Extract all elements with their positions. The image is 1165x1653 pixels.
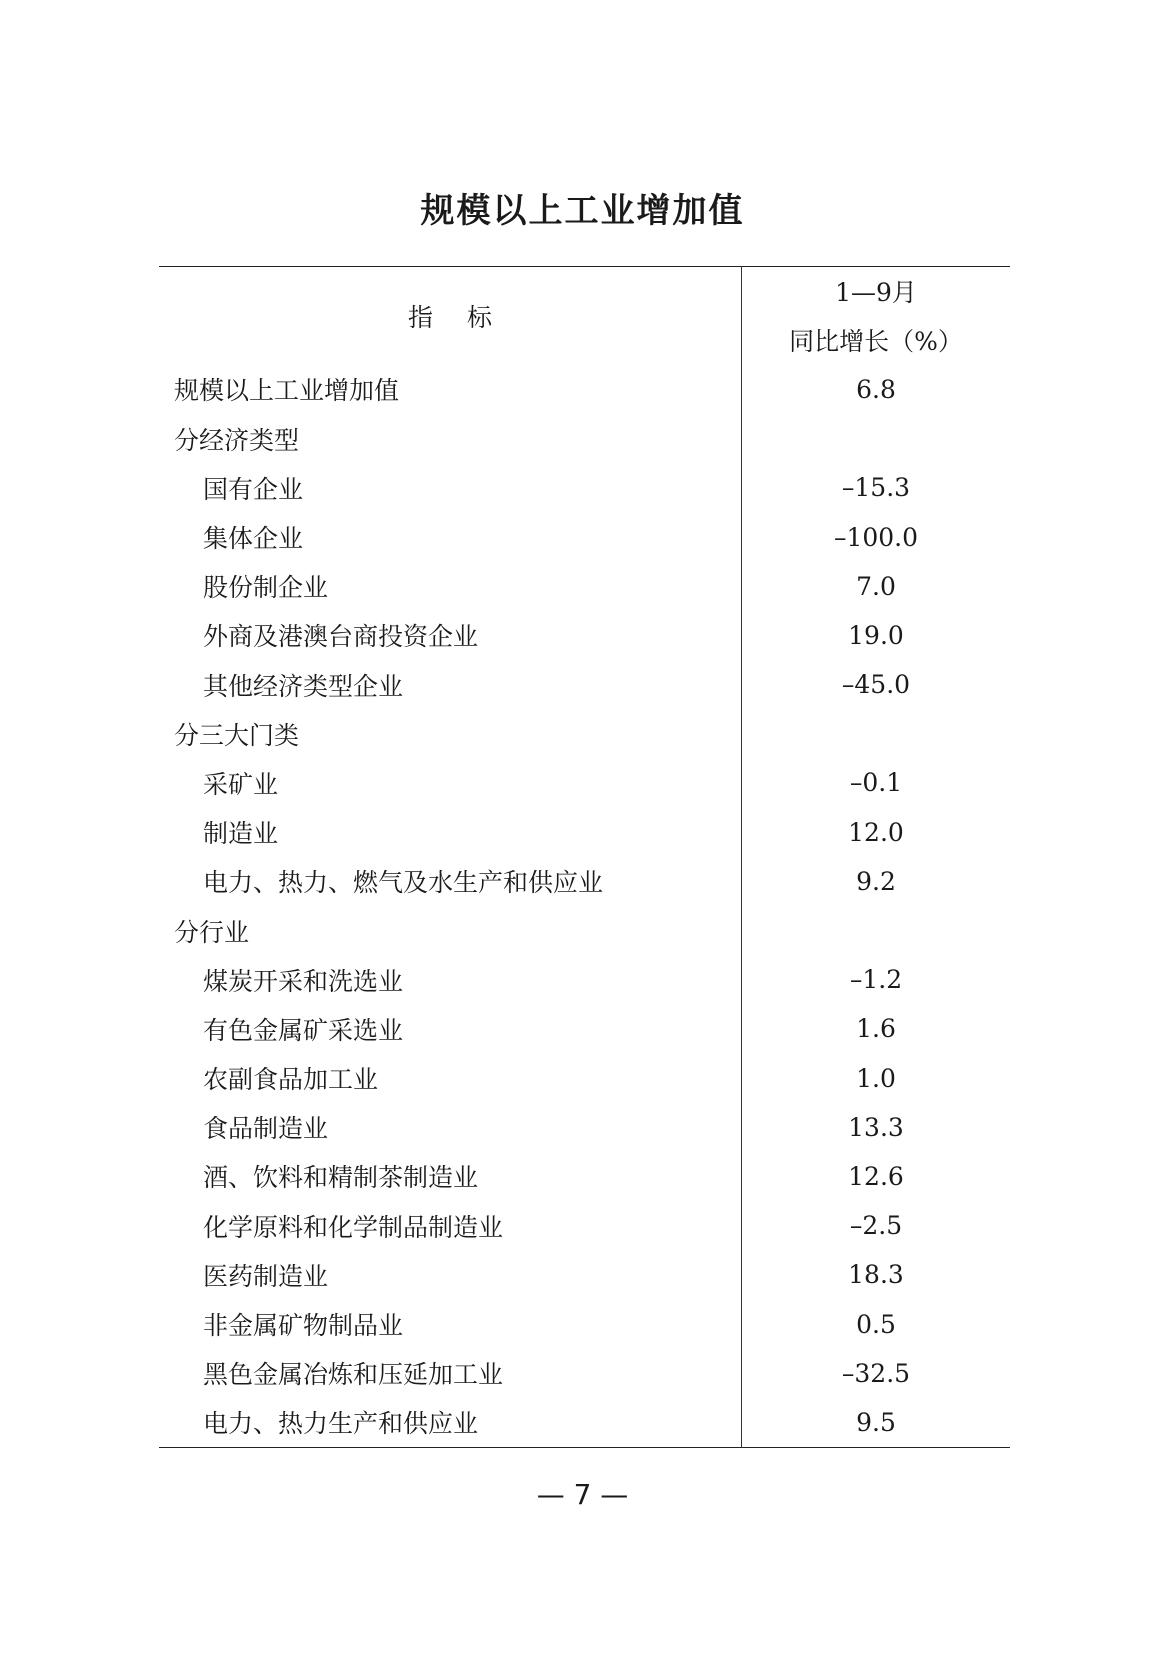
indicator-name-cell: 医药制造业 [159, 1250, 742, 1299]
table-row [159, 1152, 1010, 1201]
indicator-name-cell: 国有企业 [159, 463, 742, 512]
indicator-name-cell: 食品制造业 [159, 1103, 742, 1152]
table-row [159, 906, 1010, 955]
growth-value-cell: 9.2 [856, 866, 896, 896]
table-row [159, 1054, 1010, 1103]
growth-value-cell: –1.2 [849, 965, 903, 995]
indicator-name-cell: 股份制企业 [159, 562, 742, 611]
table-row [159, 611, 1010, 660]
growth-value-cell: –100.0 [833, 522, 919, 552]
industrial-value-added-table [159, 266, 1010, 1448]
indicator-name-cell: 黑色金属冶炼和压延加工业 [159, 1349, 742, 1398]
growth-value-cell: 1.0 [856, 1063, 896, 1093]
growth-value-cell: –45.0 [841, 670, 911, 700]
indicator-name-cell: 化学原料和化学制品制造业 [159, 1201, 742, 1250]
growth-value-cell: 13.3 [848, 1112, 904, 1142]
growth-value-cell: –0.1 [849, 768, 903, 798]
table-row [159, 1299, 1010, 1348]
table-row [159, 1103, 1010, 1152]
growth-value-cell: 6.8 [856, 374, 896, 404]
table-header [159, 267, 1010, 365]
indicator-name-cell: 制造业 [159, 808, 742, 857]
table-row [159, 808, 1010, 857]
indicator-name-cell: 非金属矿物制品业 [159, 1299, 742, 1348]
indicator-name-cell: 集体企业 [159, 512, 742, 561]
indicator-name-cell: 分行业 [159, 906, 742, 955]
indicator-name-cell: 分经济类型 [159, 414, 742, 463]
indicator-name-cell: 酒、饮料和精制茶制造业 [159, 1152, 742, 1201]
indicator-name-cell: 外商及港澳台商投资企业 [159, 611, 742, 660]
growth-value-cell: 12.6 [848, 1161, 904, 1191]
growth-value-cell: –32.5 [841, 1358, 911, 1388]
indicator-header-char-1: 指 [407, 302, 433, 332]
indicator-name-cell: 电力、热力生产和供应业 [159, 1398, 742, 1447]
table-row [159, 1201, 1010, 1250]
table-row [159, 1398, 1010, 1447]
table-row [159, 955, 1010, 1004]
indicator-header [159, 267, 742, 365]
growth-value-cell: 9.5 [856, 1407, 896, 1437]
growth-value-cell [742, 906, 1011, 955]
table-row [159, 1250, 1010, 1299]
growth-value-cell: 12.0 [848, 817, 904, 847]
header-row-period [159, 267, 1010, 316]
table-row [159, 414, 1010, 463]
table-row [159, 562, 1010, 611]
metric-header: 同比增长（%） [789, 327, 963, 357]
table-row [159, 365, 1010, 414]
growth-value-cell: –15.3 [841, 473, 911, 503]
table-body [159, 365, 1010, 1447]
page-number: — 7 — [536, 1478, 629, 1511]
indicator-name-cell: 分三大门类 [159, 709, 742, 758]
indicator-name-cell: 采矿业 [159, 758, 742, 807]
indicator-name-cell: 其他经济类型企业 [159, 660, 742, 709]
indicator-name-cell: 电力、热力、燃气及水生产和供应业 [159, 857, 742, 906]
table-row [159, 758, 1010, 807]
growth-value-cell: 1.6 [856, 1014, 896, 1044]
period-header: 1—9月 [835, 278, 917, 308]
table-row [159, 512, 1010, 561]
growth-value-cell: –2.5 [849, 1211, 903, 1241]
table-row [159, 660, 1010, 709]
table-row [159, 857, 1010, 906]
indicator-header-char-2: 标 [467, 302, 493, 332]
growth-value-cell: 19.0 [848, 620, 904, 650]
indicator-name-cell: 煤炭开采和洗选业 [159, 955, 742, 1004]
indicator-name-cell: 农副食品加工业 [159, 1054, 742, 1103]
table-row [159, 709, 1010, 758]
indicator-name-cell: 有色金属矿采选业 [159, 1004, 742, 1053]
indicator-name-cell: 规模以上工业增加值 [159, 365, 742, 414]
table-row [159, 463, 1010, 512]
table-row [159, 1004, 1010, 1053]
page-title: 规模以上工业增加值 [420, 191, 745, 231]
growth-value-cell: 0.5 [856, 1309, 896, 1339]
growth-value-cell [742, 709, 1011, 758]
growth-value-cell [742, 414, 1011, 463]
growth-value-cell: 7.0 [856, 571, 896, 601]
growth-value-cell: 18.3 [848, 1260, 904, 1290]
table-row [159, 1349, 1010, 1398]
